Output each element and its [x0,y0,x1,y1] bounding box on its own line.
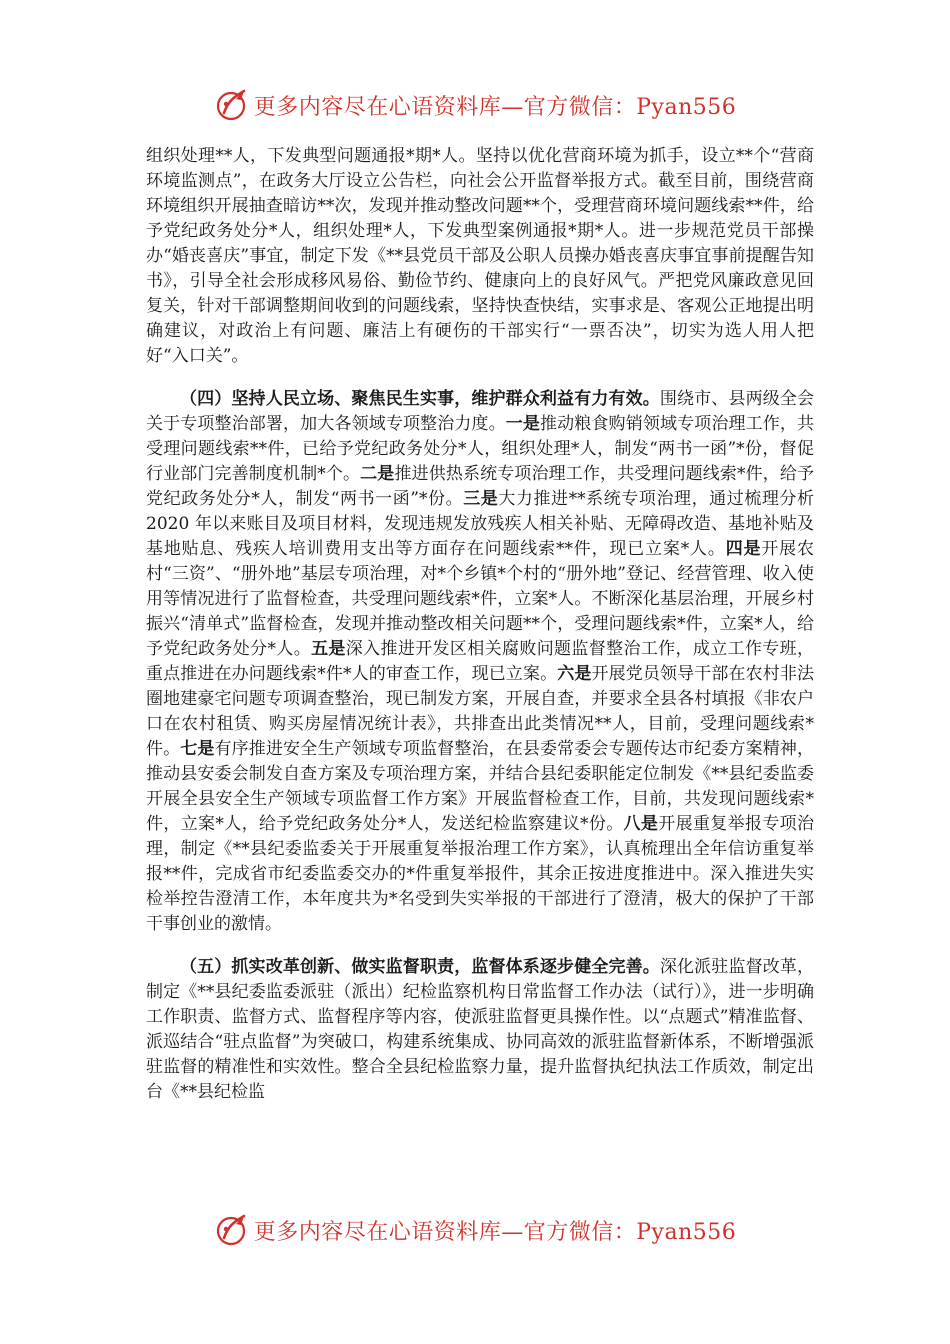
text-run: 深化派驻监督改革，制定《**县纪委监委派驻（派出）纪检监察机构日常监督工作办法（试行）》，进一步明确工作职责、监督方式、监督程序等内容，使派驻监督更具操作性。以“点题式”精准监督、派巡结合“驻点监督”为突破口，构建系统集成、协同高效的派驻监督新体系，不断增强派驻监督的精准性和实效性。整合全县纪检监察力量，提升监督执纪执法工作质效，制定出台《**县纪检监 [146,957,815,1102]
text-run: 推进供热系统专项治理工作，共受理问题线索*件，给予党纪政务处分*人，制发“两书一函”*份。 [146,464,815,509]
bold-text-run: 六是 [557,664,592,684]
text-run: 围绕市、县两级全会关于专项整治部署，加大各领域专项整治力度。 [146,389,815,434]
banner-text: 更多内容尽在心语资料库—官方微信：Pyan556 [253,94,737,120]
text-run: 组织处理**人，下发典型问题通报*期*人。坚持以优化营商环境为抓手，设立**个“营商环境监测点”，在政务大厅设立公告栏，向社会公开监督举报方式。截至目前，围绕营商环境组织开展抽查暗访**次，发现并推动整改问题**个，受理营商环境问题线索**件，给予党纪政务处分*人，组织处理*人，下发典型案例通报*期*人。进一步规范党员干部操办“婚丧喜庆”事宜，制定下发《**县党员干部及公职人员操办婚丧喜庆事宜事前提醒告知书》，引导全社会形成移风易俗、勤俭节约、健康向上的良好风气。严把党风廉政意见回复关，针对干部调整期间收到的问题线索，坚持快查快结，实事求是、客观公正地提出明确建议，对政治上有问题、廉洁上有硬伤的干部实行“一票否决”，切实为选人用人把好“入口关”。 [146,146,814,366]
body-paragraph [146,955,814,1105]
text-run: 推动粮食购销领域专项治理工作，共受理问题线索**件，已给予党纪政务处分*人，组织处理*人，制发“两书一函”*份，督促行业部门完善制度机制*个。 [146,414,815,484]
bold-text-run: （五）抓实改革创新、做实监督职责，监督体系逐步健全完善。 [180,957,660,977]
text-run: 开展农村“三资”、“册外地”基层专项治理，对*个乡镇*个村的“册外地”登记、经营管理、收入使用等情况进行了监督检查，共受理问题线索*件，立案*人。不断深化基层治理，开展乡村振兴“清单式”监督检查，发现并推动整改相关问题**个，受理问题线索*件，立案*人，给予党纪政务处分*人。 [146,539,815,659]
banner-text: 更多内容尽在心语资料库—官方微信：Pyan556 [253,1219,737,1245]
text-run: 开展重复举报专项治理，制定《**县纪委监委关于开展重复举报治理工作方案》，认真梳理出全年信访重复举报**件，完成省市纪委监委交办的*件重复举报件，其余正按进度推进中。深入推进失实检举控告澄清工作，本年度共为*名受到失实举报的干部进行了澄清，极大的保护了干部干事创业的激情。 [146,814,815,934]
bold-text-run: 一是 [505,414,541,434]
bold-text-run: 七是 [180,739,215,759]
bold-text-run: （四）坚持人民立场、聚焦民生实事，维护群众利益有力有效。 [180,389,660,409]
bold-text-run: 八是 [623,814,659,834]
bold-text-run: 四是 [725,539,762,559]
document-body [146,144,814,1105]
body-paragraph [146,144,814,369]
bold-text-run: 二是 [360,464,395,484]
brand-logo-icon [214,87,250,123]
bold-text-run: 五是 [311,639,346,659]
body-paragraph [146,387,814,937]
text-run: 有序推进安全生产领域专项监督整治，在县委常委会专题传达市纪委方案精神，推动县安委会制发自查方案及专项治理方案，并结合县纪委职能定位制发《**县纪委监委开展全县安全生产领域专项监督工作方案》开展监督检查工作，目前，共发现问题线索*件，立案*人，给予党纪政务处分*人，发送纪检监察建议*份。 [146,739,815,834]
text-run: 深入推进开发区相关腐败问题监督整治工作，成立工作专班，重点推进在办问题线索*件*人的审查工作，现已立案。 [146,639,815,684]
bold-text-run: 三是 [463,489,499,509]
brand-logo-icon [214,1212,250,1248]
header-banner [0,83,950,127]
footer-banner [0,1208,950,1252]
text-run: 大力推进**系统专项治理，通过梳理分析 2020 年以来账目及项目材料，发现违规发放残疾人相关补贴、无障碍改造、基地补贴及基地贴息、残疾人培训费用支出等方面存在问题线索**件，现已立案*人。 [146,489,814,559]
text-run: 开展党员领导干部在农村非法圈地建豪宅问题专项调查整治，现已制发方案，开展自查，并要求全县各村填报《非农户口在农村租赁、购买房屋情况统计表》，共排查出此类情况**人，目前，受理问题线索*件。 [146,664,815,759]
